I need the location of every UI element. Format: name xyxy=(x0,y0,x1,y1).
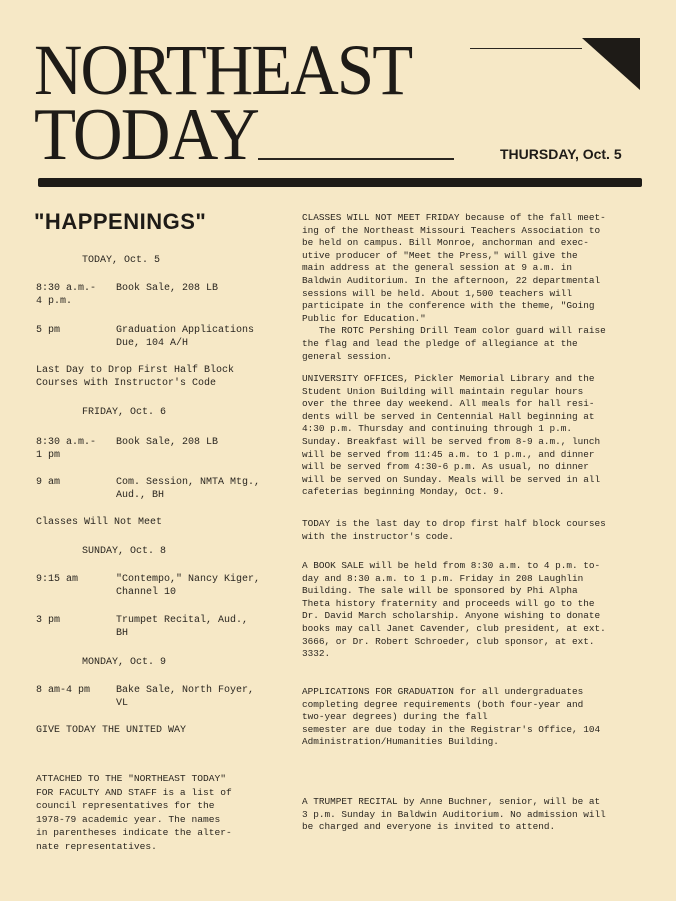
event-desc: Bake Sale, North Foyer, VL xyxy=(116,685,255,709)
give-today-line: GIVE TODAY THE UNITED WAY xyxy=(36,725,187,736)
event-time: 9 am xyxy=(36,477,61,488)
masthead-today: TODAY xyxy=(34,94,258,176)
event-desc: Com. Session, NMTA Mtg., Aud., BH xyxy=(116,477,261,501)
masthead-northeast: NORTHEAST xyxy=(34,30,412,110)
day-header-sunday: SUNDAY, Oct. 8 xyxy=(82,546,167,557)
event-time: 8:30 a.m.- 4 p.m. xyxy=(36,283,97,307)
event-desc: "Contempo," Nancy Kiger, Channel 10 xyxy=(116,574,261,598)
article-university-offices: UNIVERSITY OFFICES, Pickler Memorial Library and the Student Union Building will maintain regular hours over the three day weekend. All meals for hall resi- dents will be served in Centennial Hall beginning at 4:30 p.m. Thursday and continuing through 1 p.m. Sunday. Breakfast will be served from 8-9 a.m., lunch will be served from 11:45 a.m. to 1 p.m., and dinner will be served from 4:30-6 p.m. As usual, no dinner will be served on Sunday. Meals will be served in all cafeterias beginning Monday, Oct. 9. xyxy=(302,373,601,498)
friday-note: Classes Will Not Meet xyxy=(36,517,163,528)
day-header-monday: MONDAY, Oct. 9 xyxy=(82,657,167,668)
happenings-title: "HAPPENINGS" xyxy=(34,209,207,234)
article-book-sale: A BOOK SALE will be held from 8:30 a.m. to 4 p.m. to- day and 8:30 a.m. to 1 p.m. Friday in 208 Laughlin Building. The sale will be sponsored by Phi Alpha Theta history fraternity and proceeds will go to the Dr. David March scholarship. Anyone wishing to donate books may call Janet Cavender, club president, at ext. 3666, or Dr. Robert Schroeder, club sponsor, at ext. 3332. xyxy=(302,560,606,660)
article-trumpet-recital: A TRUMPET RECITAL by Anne Buchner, senior, will be at 3 p.m. Sunday in Baldwin Auditorium. No admission will be charged and everyone is invited to attend. xyxy=(302,796,606,833)
event-time: 5 pm xyxy=(36,325,61,336)
event-desc: Graduation Applications Due, 104 A/H xyxy=(116,325,255,349)
day-header-friday: FRIDAY, Oct. 6 xyxy=(82,407,167,418)
issue-date: THURSDAY, Oct. 5 xyxy=(500,146,622,162)
event-desc: Book Sale, 208 LB xyxy=(116,283,219,294)
event-time: 8:30 a.m.- 1 pm xyxy=(36,437,97,461)
event-time: 8 am-4 pm xyxy=(36,685,91,696)
event-desc: Trumpet Recital, Aud., BH xyxy=(116,615,249,639)
attached-note: ATTACHED TO THE "NORTHEAST TODAY" FOR FACULTY AND STAFF is a list of council representatives for the 1978-79 academic year. The names in parentheses indicate the alter- nate representatives. xyxy=(36,773,232,852)
article-applications-graduation: APPLICATIONS FOR GRADUATION for all undergraduates completing degree requirements (both four-year and two-year degrees) during the fall semester are due today in the Registrar's Office, 104 Administration/Humanities Building. xyxy=(302,686,601,748)
event-desc: Book Sale, 208 LB xyxy=(116,437,219,448)
today-note: Last Day to Drop First Half Block Courses with Instructor's Code xyxy=(36,365,235,389)
article-classes-will-not-meet: CLASSES WILL NOT MEET FRIDAY because of the fall meet- ing of the Northeast Missouri Teachers Association to be held on campus. Bill Monroe, anchorman and exec- utive producer of "Meet the Press," will give the main address at the general session at 9 a.m. in Baldwin Auditorium. In the afternoon, 22 departmental sessions will be held. About 1,500 teachers will participate in the conference with the theme, "Going Public for Education." The ROTC Pershing Drill Team color guard will raise the flag and lead the pledge of allegiance at the general session. xyxy=(302,212,606,362)
event-time: 9:15 am xyxy=(36,574,79,585)
day-header-today: TODAY, Oct. 5 xyxy=(82,255,161,266)
masthead-bar xyxy=(38,178,642,187)
article-today-drop: TODAY is the last day to drop first half block courses with the instructor's code. xyxy=(302,518,606,542)
masthead-triangle-ornament xyxy=(582,38,640,90)
masthead-rule xyxy=(258,158,454,160)
event-time: 3 pm xyxy=(36,615,61,626)
masthead-top-rule xyxy=(470,48,582,49)
